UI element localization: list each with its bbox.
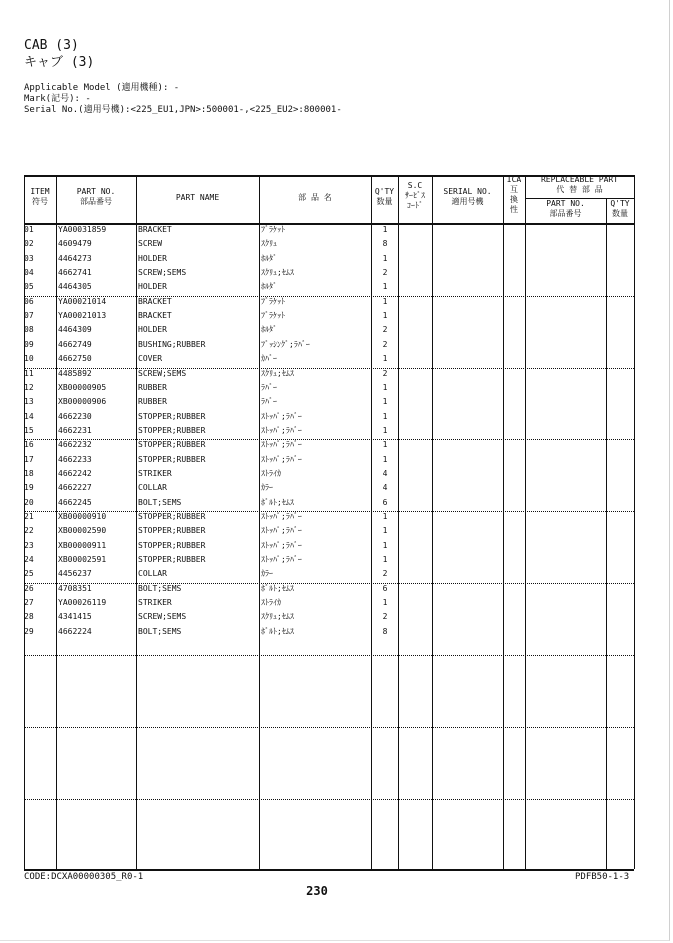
row-05-name-jp: ﾎﾙﾀﾞ: [261, 282, 277, 292]
row-02-item: 02: [24, 239, 34, 249]
row-16-item: 16: [24, 440, 34, 450]
row-04-name-jp: ｽｸﾘｭ;ｾﾑｽ: [261, 268, 294, 278]
row-23-part-no: XB00000911: [58, 540, 107, 550]
row-21-item: 21: [24, 512, 34, 521]
row-01-qty: 1: [382, 225, 388, 234]
row-18-name: STRIKER: [138, 468, 172, 478]
row-26-name: BOLT;SEMS: [138, 583, 182, 593]
row-12-item: 12: [24, 382, 34, 392]
row-09-name-jp: ﾌﾞｯｼﾝｸﾞ;ﾗﾊﾞｰ: [261, 339, 310, 349]
row-08-name: HOLDER: [138, 325, 167, 335]
row-27-name-jp: ｽﾄﾗｲｶ: [261, 598, 281, 608]
row-20-name-jp: ﾎﾞﾙﾄ;ｾﾑｽ: [261, 497, 294, 507]
row-10-part-no: 4662750: [58, 354, 92, 364]
row-16-part-no: 4662232: [58, 440, 92, 450]
row-18-name-jp: ｽﾄﾗｲｶ: [261, 468, 281, 478]
row-22-item: 22: [24, 526, 34, 536]
row-27-qty: 1: [382, 598, 388, 608]
row-03-name: HOLDER: [138, 253, 167, 263]
row-14-part-no: 4662230: [58, 411, 92, 421]
row-divider: [24, 869, 634, 871]
footer-code: CODE:DCXA00000305_R0-1: [24, 872, 144, 882]
row-08-name-jp: ﾎﾙﾀﾞ: [261, 325, 277, 335]
row-06-part-no: YA00021014: [58, 296, 107, 306]
row-25-qty: 2: [382, 569, 388, 579]
row-04-qty: 2: [382, 268, 388, 278]
row-27-part-no: YA00026119: [58, 598, 107, 608]
column-divider: [432, 175, 433, 869]
column-divider: [259, 175, 260, 869]
row-20-qty: 6: [382, 497, 388, 507]
row-11-item: 11: [24, 368, 34, 378]
row-14-name-jp: ｽﾄｯﾊﾟ;ﾗﾊﾞｰ: [261, 411, 302, 421]
row-10-item: 10: [24, 354, 34, 364]
row-15-part-no: 4662231: [58, 425, 92, 435]
mark: Mark(記号): -: [24, 94, 91, 104]
row-20-part-no: 4662245: [58, 497, 92, 507]
row-16-name: STOPPER;RUBBER: [138, 440, 206, 450]
row-11-name: SCREW;SEMS: [138, 368, 187, 378]
row-13-name: RUBBER: [138, 397, 167, 407]
row-divider: [24, 655, 634, 656]
row-21-qty: 1: [382, 512, 388, 521]
row-21-name-jp: ｽﾄｯﾊﾟ;ﾗﾊﾞｰ: [261, 512, 302, 521]
row-14-qty: 1: [382, 411, 388, 421]
column-divider: [56, 175, 57, 869]
row-26-part-no: 4708351: [58, 583, 92, 593]
row-02-qty: 8: [382, 239, 388, 249]
row-02-part-no: 4609479: [58, 239, 92, 249]
row-24-name: STOPPER;RUBBER: [138, 555, 206, 565]
row-12-name-jp: ﾗﾊﾞｰ: [261, 382, 277, 392]
row-24-name-jp: ｽﾄｯﾊﾟ;ﾗﾊﾞｰ: [261, 555, 302, 565]
row-07-name-jp: ﾌﾞﾗｹｯﾄ: [261, 311, 285, 321]
col-replaceable-part: REPLACEABLE PART 代 替 部 品: [540, 175, 619, 194]
row-28-qty: 2: [382, 612, 388, 622]
row-28-item: 28: [24, 612, 34, 622]
row-23-qty: 1: [382, 540, 388, 550]
row-20-name: BOLT;SEMS: [138, 497, 182, 507]
col-item: ITEM 符号: [30, 187, 50, 206]
row-29-part-no: 4662224: [58, 626, 92, 636]
column-divider: [606, 198, 607, 869]
row-11-qty: 2: [382, 368, 388, 378]
row-27-name: STRIKER: [138, 598, 172, 608]
col-part-name-jp: 部 品 名: [298, 193, 332, 202]
row-23-name: STOPPER;RUBBER: [138, 540, 206, 550]
row-15-qty: 1: [382, 425, 388, 435]
row-25-item: 25: [24, 569, 34, 579]
row-14-name: STOPPER;RUBBER: [138, 411, 206, 421]
replaceable-subheader-divider: [525, 198, 634, 199]
row-22-part-no: XB00002590: [58, 526, 107, 536]
footer-doc-id: PDFB50-1-3: [575, 872, 630, 882]
row-14-item: 14: [24, 411, 34, 421]
row-16-name-jp: ｽﾄｯﾊﾟ;ﾗﾊﾞｰ: [261, 440, 302, 450]
row-29-item: 29: [24, 626, 34, 636]
row-divider: [24, 175, 634, 177]
row-divider: [24, 223, 634, 225]
row-26-qty: 6: [382, 583, 388, 593]
row-06-name-jp: ﾌﾞﾗｹｯﾄ: [261, 296, 285, 306]
row-24-item: 24: [24, 555, 34, 565]
applicable-model: Applicable Model (適用機種): -: [24, 83, 180, 93]
row-16-qty: 1: [382, 440, 388, 450]
row-01-name: BRACKET: [138, 225, 172, 234]
row-divider: [24, 511, 634, 512]
row-23-item: 23: [24, 540, 34, 550]
row-26-item: 26: [24, 583, 34, 593]
col-serial-no: SERIAL NO. 適用号機: [443, 187, 492, 206]
row-02-name: SCREW: [138, 239, 163, 249]
row-08-qty: 2: [382, 325, 388, 335]
column-divider: [525, 175, 526, 869]
column-divider: [398, 175, 399, 869]
parts-table: [24, 175, 634, 869]
row-divider: [24, 296, 634, 297]
row-10-name-jp: ｶﾊﾞｰ: [261, 354, 277, 364]
row-09-part-no: 4662749: [58, 339, 92, 349]
row-divider: [24, 439, 634, 440]
row-19-item: 19: [24, 483, 34, 493]
row-11-name-jp: ｽｸﾘｭ;ｾﾑｽ: [261, 368, 294, 378]
row-divider: [24, 368, 634, 369]
row-28-name: SCREW;SEMS: [138, 612, 187, 622]
row-04-part-no: 4662741: [58, 268, 92, 278]
row-27-item: 27: [24, 598, 34, 608]
row-01-part-no: YA00031859: [58, 225, 107, 234]
row-divider: [24, 727, 634, 728]
row-19-name: COLLAR: [138, 483, 167, 493]
row-28-name-jp: ｽｸﾘｭ;ｾﾑｽ: [261, 612, 294, 622]
row-17-part-no: 4662233: [58, 454, 92, 464]
row-05-name: HOLDER: [138, 282, 167, 292]
row-divider: [24, 583, 634, 584]
row-10-name: COVER: [138, 354, 163, 364]
row-22-qty: 1: [382, 526, 388, 536]
col-qty: Q'TY 数量: [374, 187, 395, 206]
row-11-part-no: 4485892: [58, 368, 92, 378]
row-19-part-no: 4662227: [58, 483, 92, 493]
row-21-name: STOPPER;RUBBER: [138, 512, 206, 521]
row-13-qty: 1: [382, 397, 388, 407]
row-29-name: BOLT;SEMS: [138, 626, 182, 636]
row-divider: [24, 799, 634, 800]
row-28-part-no: 4341415: [58, 612, 92, 622]
row-20-item: 20: [24, 497, 34, 507]
col-part-name: PART NAME: [175, 193, 220, 202]
page-number: 230: [306, 884, 328, 898]
row-19-qty: 4: [382, 483, 388, 493]
row-22-name: STOPPER;RUBBER: [138, 526, 206, 536]
row-03-item: 03: [24, 253, 34, 263]
col-repl-qty: Q'TY 数量: [610, 199, 630, 218]
row-15-item: 15: [24, 425, 34, 435]
row-01-name-jp: ﾌﾞﾗｹｯﾄ: [261, 225, 285, 234]
row-18-part-no: 4662242: [58, 468, 92, 478]
row-07-part-no: YA00021013: [58, 311, 107, 321]
row-15-name: STOPPER;RUBBER: [138, 425, 206, 435]
row-26-name-jp: ﾎﾞﾙﾄ;ｾﾑｽ: [261, 583, 294, 593]
row-13-name-jp: ﾗﾊﾞｰ: [261, 397, 277, 407]
row-05-item: 05: [24, 282, 34, 292]
row-08-part-no: 4464309: [58, 325, 92, 335]
column-divider: [503, 175, 504, 869]
row-12-part-no: XB00000905: [58, 382, 107, 392]
row-10-qty: 1: [382, 354, 388, 364]
col-ica: ICA 互 換 性: [506, 175, 522, 214]
row-13-part-no: XB00000906: [58, 397, 107, 407]
row-02-name-jp: ｽｸﾘｭ: [261, 239, 277, 249]
row-09-qty: 2: [382, 339, 388, 349]
row-17-name: STOPPER;RUBBER: [138, 454, 206, 464]
row-05-qty: 1: [382, 282, 388, 292]
row-25-part-no: 4456237: [58, 569, 92, 579]
row-06-item: 06: [24, 296, 34, 306]
row-17-qty: 1: [382, 454, 388, 464]
row-04-item: 04: [24, 268, 34, 278]
col-part-no: PART NO. 部品番号: [76, 187, 116, 206]
row-18-item: 18: [24, 468, 34, 478]
row-05-part-no: 4464305: [58, 282, 92, 292]
row-18-qty: 4: [382, 468, 388, 478]
row-21-part-no: XB00000910: [58, 512, 107, 521]
row-06-name: BRACKET: [138, 296, 172, 306]
row-03-qty: 1: [382, 253, 388, 263]
row-17-name-jp: ｽﾄｯﾊﾟ;ﾗﾊﾞｰ: [261, 454, 302, 464]
row-29-name-jp: ﾎﾞﾙﾄ;ｾﾑｽ: [261, 626, 294, 636]
row-23-name-jp: ｽﾄｯﾊﾟ;ﾗﾊﾞｰ: [261, 540, 302, 550]
serial-no: Serial No.(適用号機):<225_EU1,JPN>:500001-,<225_EU2>:800001-: [24, 105, 342, 115]
column-divider: [136, 175, 137, 869]
row-03-part-no: 4464273: [58, 253, 92, 263]
row-17-item: 17: [24, 454, 34, 464]
row-07-qty: 1: [382, 311, 388, 321]
row-01-item: 01: [24, 225, 34, 234]
row-12-qty: 1: [382, 382, 388, 392]
row-07-item: 07: [24, 311, 34, 321]
row-25-name-jp: ｶﾗｰ: [261, 569, 273, 579]
row-15-name-jp: ｽﾄｯﾊﾟ;ﾗﾊﾞｰ: [261, 425, 302, 435]
column-divider: [634, 175, 635, 869]
row-08-item: 08: [24, 325, 34, 335]
row-29-qty: 8: [382, 626, 388, 636]
row-09-name: BUSHING;RUBBER: [138, 339, 206, 349]
row-22-name-jp: ｽﾄｯﾊﾟ;ﾗﾊﾞｰ: [261, 526, 302, 536]
row-19-name-jp: ｶﾗｰ: [261, 483, 273, 493]
row-13-item: 13: [24, 397, 34, 407]
title-jp: キャブ (3): [24, 55, 95, 70]
row-04-name: SCREW;SEMS: [138, 268, 187, 278]
col-repl-part-no: PART NO. 部品番号: [546, 199, 585, 218]
row-06-qty: 1: [382, 296, 388, 306]
row-25-name: COLLAR: [138, 569, 167, 579]
title-en: CAB (3): [24, 38, 79, 53]
row-24-part-no: XB00002591: [58, 555, 107, 565]
row-12-name: RUBBER: [138, 382, 167, 392]
row-09-item: 09: [24, 339, 34, 349]
row-07-name: BRACKET: [138, 311, 172, 321]
row-03-name-jp: ﾎﾙﾀﾞ: [261, 253, 277, 263]
row-24-qty: 1: [382, 555, 388, 565]
col-service-code: S.C ｻｰﾋﾞｽ ｺｰﾄﾞ: [405, 181, 425, 210]
